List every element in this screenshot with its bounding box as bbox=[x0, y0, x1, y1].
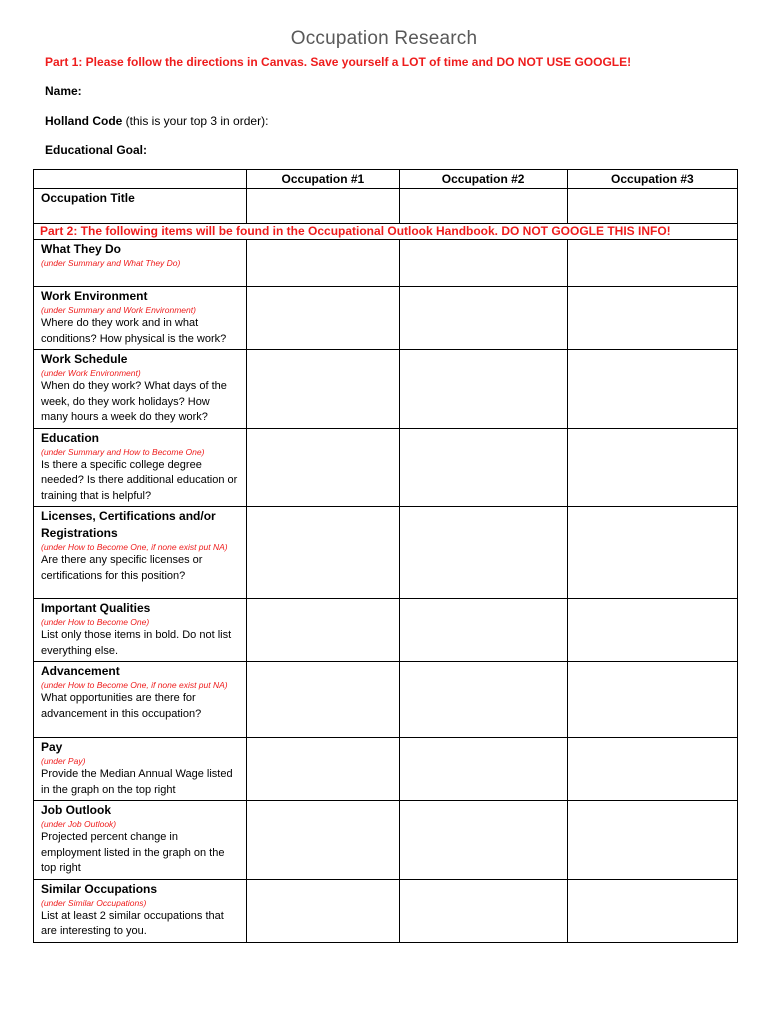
row-title: Work Schedule bbox=[41, 352, 128, 366]
row-description: When do they work? What days of the week, do they work holidays? How many hours a week do they work? bbox=[41, 380, 227, 423]
occupation-2-answer-cell[interactable] bbox=[399, 287, 567, 350]
occupation-3-answer-cell[interactable] bbox=[567, 240, 737, 287]
row-source-note: (under Pay) bbox=[41, 756, 86, 766]
occupation-3-answer-cell[interactable] bbox=[567, 287, 737, 350]
table-header-row bbox=[34, 170, 738, 189]
occupation-2-answer-cell[interactable] bbox=[399, 879, 567, 942]
occupation-2-answer-cell[interactable] bbox=[399, 738, 567, 801]
occupation-1-answer-cell[interactable] bbox=[247, 662, 399, 738]
header-occupation-3: Occupation #3 bbox=[567, 170, 737, 189]
row-label-cell bbox=[34, 599, 247, 662]
row-source-note: (under Summary and Work Environment) bbox=[41, 305, 196, 315]
occupation-1-answer-cell[interactable] bbox=[247, 599, 399, 662]
row-source-note: (under Job Outlook) bbox=[41, 819, 117, 829]
row-description: List only those items in bold. Do not list everything else. bbox=[41, 629, 232, 657]
occupation-2-answer-cell[interactable] bbox=[399, 507, 567, 599]
row-title: Pay bbox=[41, 740, 63, 754]
occupation-1-answer-cell[interactable] bbox=[247, 879, 399, 942]
row-source-note: (under Work Environment) bbox=[41, 368, 141, 378]
header-blank bbox=[34, 170, 247, 189]
row-label-cell bbox=[34, 662, 247, 738]
occupation-3-answer-cell[interactable] bbox=[567, 428, 737, 507]
row-title: What They Do bbox=[41, 242, 121, 256]
row-description: List at least 2 similar occupations that are interesting to you. bbox=[41, 909, 224, 937]
occupation-1-answer-cell[interactable] bbox=[247, 801, 399, 880]
header-occupation-2: Occupation #2 bbox=[399, 170, 567, 189]
row-title: Advancement bbox=[41, 664, 120, 678]
part2-instructions: Part 2: The following items will be found in the Occupational Outlook Handbook. DO NOT GOOGLE THIS INFO! bbox=[34, 224, 738, 240]
table-row bbox=[34, 507, 738, 599]
occupation-1-answer-cell[interactable] bbox=[247, 507, 399, 599]
occupation-2-answer-cell[interactable] bbox=[399, 599, 567, 662]
occupation-title-cell-3[interactable] bbox=[567, 189, 737, 224]
occupation-title-label-cell bbox=[34, 189, 247, 224]
table-row bbox=[34, 240, 738, 287]
part1-instructions: Part 1: Please follow the directions in Canvas. Save yourself a LOT of time and DO NOT USE GOOGLE! bbox=[45, 55, 632, 69]
row-label-cell bbox=[34, 801, 247, 880]
row-label-cell bbox=[34, 287, 247, 350]
row-label-cell bbox=[34, 738, 247, 801]
occupation-1-answer-cell[interactable] bbox=[247, 240, 399, 287]
occupation-1-answer-cell[interactable] bbox=[247, 738, 399, 801]
row-label-cell bbox=[34, 879, 247, 942]
holland-code-note: (this is your top 3 in order): bbox=[122, 114, 269, 128]
table-row bbox=[34, 801, 738, 880]
occupation-title-cell-2[interactable] bbox=[399, 189, 567, 224]
row-description: What opportunities are there for advancement in this occupation? bbox=[41, 692, 202, 720]
row-label-cell bbox=[34, 350, 247, 429]
occupation-3-answer-cell[interactable] bbox=[567, 599, 737, 662]
holland-code-label: Holland Code bbox=[45, 114, 123, 128]
occupation-1-answer-cell[interactable] bbox=[247, 428, 399, 507]
row-label-cell bbox=[34, 428, 247, 507]
occupation-2-answer-cell[interactable] bbox=[399, 662, 567, 738]
occupation-3-answer-cell[interactable] bbox=[567, 662, 737, 738]
occupation-title-label: Occupation Title bbox=[41, 191, 135, 205]
part2-row bbox=[34, 224, 738, 240]
holland-code-field bbox=[45, 114, 268, 128]
row-title: Job Outlook bbox=[41, 803, 111, 817]
table-row bbox=[34, 879, 738, 942]
table-row bbox=[34, 350, 738, 429]
occupation-2-answer-cell[interactable] bbox=[399, 801, 567, 880]
row-source-note: (under How to Become One, if none exist put NA) bbox=[41, 542, 228, 552]
row-source-note: (under How to Become One, if none exist put NA) bbox=[41, 680, 228, 690]
occupation-1-answer-cell[interactable] bbox=[247, 350, 399, 429]
occupation-title-cell-1[interactable] bbox=[247, 189, 399, 224]
table-row bbox=[34, 662, 738, 738]
row-source-note: (under How to Become One) bbox=[41, 617, 150, 627]
row-title: Work Environment bbox=[41, 289, 148, 303]
row-description: Are there any specific licenses or certifications for this position? bbox=[41, 554, 203, 582]
row-title: Licenses, Certifications and/or Registrations bbox=[41, 509, 216, 540]
name-field bbox=[45, 84, 82, 98]
row-label-cell bbox=[34, 507, 247, 599]
table-row bbox=[34, 287, 738, 350]
name-label: Name: bbox=[45, 84, 82, 98]
row-title: Similar Occupations bbox=[41, 881, 158, 896]
occupation-1-answer-cell[interactable] bbox=[247, 287, 399, 350]
occupation-3-answer-cell[interactable] bbox=[567, 801, 737, 880]
row-description: Projected percent change in employment listed in the graph on the top right bbox=[41, 831, 225, 874]
row-source-note: (under Summary and What They Do) bbox=[41, 258, 181, 268]
document-title: Occupation Research bbox=[290, 28, 478, 49]
row-title: Important Qualities bbox=[41, 601, 151, 615]
row-source-note: (under Similar Occupations) bbox=[41, 897, 147, 908]
occupation-2-answer-cell[interactable] bbox=[399, 350, 567, 429]
occupation-table bbox=[33, 169, 738, 943]
educational-goal-label: Educational Goal: bbox=[45, 143, 148, 157]
table-row bbox=[34, 738, 738, 801]
row-description: Where do they work and in what conditions? How physical is the work? bbox=[41, 317, 227, 345]
header-occupation-1: Occupation #1 bbox=[247, 170, 399, 189]
occupation-3-answer-cell[interactable] bbox=[567, 350, 737, 429]
educational-goal-field bbox=[45, 143, 147, 157]
table-row bbox=[34, 428, 738, 507]
row-label-cell bbox=[34, 240, 247, 287]
row-description: Provide the Median Annual Wage listed in the graph on the top right bbox=[41, 768, 233, 796]
occupation-3-answer-cell[interactable] bbox=[567, 879, 737, 942]
occupation-title-row bbox=[34, 189, 738, 224]
occupation-2-answer-cell[interactable] bbox=[399, 240, 567, 287]
occupation-3-answer-cell[interactable] bbox=[567, 507, 737, 599]
row-description: Is there a specific college degree needed? Is there additional education or training that is helpful? bbox=[41, 458, 238, 502]
row-title: Education bbox=[41, 430, 100, 445]
table-row bbox=[34, 599, 738, 662]
occupation-3-answer-cell[interactable] bbox=[567, 738, 737, 801]
row-source-note: (under Summary and How to Become One) bbox=[41, 446, 205, 457]
occupation-2-answer-cell[interactable] bbox=[399, 428, 567, 507]
